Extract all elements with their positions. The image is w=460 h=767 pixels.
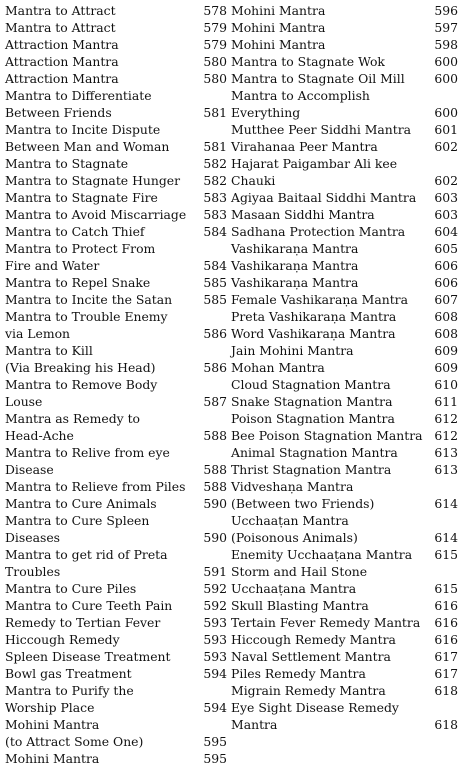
entry-page-number: 600 bbox=[434, 105, 458, 120]
entry-page-number: 608 bbox=[434, 326, 458, 341]
entry-page-number: 580 bbox=[203, 54, 228, 69]
entry-title: Storm and Hail Stone Ucchaaṭana Mantra bbox=[231, 564, 368, 596]
entry-page-number: 609 bbox=[434, 343, 458, 358]
entry-title: Thrist Stagnation Mantra bbox=[231, 462, 392, 477]
entry-title: Mantra to Stagnate Oil Mill bbox=[231, 71, 405, 86]
entry-page-number: 586 bbox=[203, 360, 228, 375]
index-entry bbox=[231, 53, 458, 70]
entry-page-number: 585 bbox=[203, 275, 228, 290]
entry-title: Mantra to Cure Spleen Diseases bbox=[5, 513, 150, 545]
index-entry bbox=[5, 648, 227, 665]
index-entry bbox=[231, 376, 458, 393]
index-entry bbox=[231, 121, 458, 138]
index-entry bbox=[231, 461, 458, 478]
entry-title: Mantra to Stagnate Fire bbox=[5, 190, 158, 205]
index-entry bbox=[5, 512, 227, 546]
entry-title: Mantra to Incite Dispute Between Man and Woman bbox=[5, 122, 170, 154]
entry-title: Mohini Mantra bbox=[231, 37, 326, 52]
entry-page-number: 592 bbox=[203, 581, 228, 596]
entry-title: Cloud Stagnation Mantra bbox=[231, 377, 391, 392]
entry-page-number: 585 bbox=[203, 292, 228, 307]
entry-page-number: 593 bbox=[203, 615, 228, 630]
entry-page-number: 588 bbox=[203, 479, 228, 494]
index-entry bbox=[5, 665, 227, 682]
index-entry bbox=[5, 716, 227, 750]
entry-page-number: 597 bbox=[434, 20, 458, 35]
index-entry bbox=[5, 2, 227, 19]
entry-title: Agiyaa Baitaal Siddhi Mantra bbox=[231, 190, 417, 205]
entry-title: Vashikaraṇa Mantra bbox=[231, 258, 359, 273]
index-entry bbox=[5, 274, 227, 291]
entry-page-number: 609 bbox=[434, 360, 458, 375]
index-entry bbox=[5, 750, 227, 767]
entry-title: Ucchaaṭan Mantra (Poisonous Animals) bbox=[231, 513, 358, 545]
entry-page-number: 583 bbox=[203, 190, 228, 205]
index-entry bbox=[231, 342, 458, 359]
entry-page-number: 614 bbox=[434, 530, 458, 545]
index-entry bbox=[5, 189, 227, 206]
entry-title: Hajarat Paigambar Ali kee Chauki bbox=[231, 156, 398, 188]
entry-title: Naval Settlement Mantra bbox=[231, 649, 391, 664]
entry-title: Virahanaa Peer Mantra bbox=[231, 139, 378, 154]
entry-title: Mantra to Stagnate bbox=[5, 156, 129, 171]
index-left-column bbox=[0, 2, 228, 766]
index-entry bbox=[231, 563, 458, 597]
entry-page-number: 582 bbox=[203, 156, 228, 171]
entry-title: Poison Stagnation Mantra bbox=[231, 411, 395, 426]
entry-page-number: 594 bbox=[203, 666, 228, 681]
index-entry bbox=[5, 308, 227, 342]
entry-title: Mantra to Accomplish Everything bbox=[231, 88, 370, 120]
index-entry bbox=[5, 19, 227, 36]
entry-title: Mantra to Avoid Miscarriage bbox=[5, 207, 187, 222]
entry-title: Mantra to Remove Body Louse bbox=[5, 377, 158, 409]
entry-title: Eye Sight Disease Remedy Mantra bbox=[231, 700, 399, 732]
entry-page-number: 613 bbox=[434, 445, 458, 460]
entry-title: Vashikaraṇa Mantra bbox=[231, 275, 359, 290]
entry-title: Mantra to Attract bbox=[5, 20, 116, 35]
entry-title: Mantra to Cure Piles bbox=[5, 581, 137, 596]
index-right-column bbox=[231, 2, 458, 747]
entry-title: Mohini Mantra (to Attract Some One) bbox=[5, 717, 144, 749]
entry-page-number: 605 bbox=[434, 241, 458, 256]
index-entry bbox=[231, 512, 458, 546]
entry-page-number: 592 bbox=[203, 598, 228, 613]
entry-page-number: 584 bbox=[203, 258, 228, 273]
entry-title: Mantra to Cure Teeth Pain bbox=[5, 598, 173, 613]
index-entry bbox=[231, 478, 458, 512]
entry-page-number: 603 bbox=[434, 190, 458, 205]
index-entry bbox=[231, 291, 458, 308]
entry-page-number: 586 bbox=[203, 326, 228, 341]
entry-page-number: 588 bbox=[203, 462, 228, 477]
entry-page-number: 581 bbox=[203, 105, 228, 120]
entry-page-number: 617 bbox=[434, 649, 458, 664]
index-entry bbox=[231, 2, 458, 19]
entry-title: Enemity Ucchaaṭana Mantra bbox=[231, 547, 413, 562]
entry-page-number: 616 bbox=[434, 632, 458, 647]
index-entry bbox=[231, 631, 458, 648]
entry-title: Mohini Mantra bbox=[5, 751, 100, 766]
index-entry bbox=[5, 376, 227, 410]
entry-page-number: 593 bbox=[203, 649, 228, 664]
entry-page-number: 579 bbox=[203, 37, 228, 52]
index-entry bbox=[5, 291, 227, 308]
index-entry bbox=[231, 70, 458, 87]
entry-page-number: 602 bbox=[434, 139, 458, 154]
entry-page-number: 614 bbox=[434, 496, 458, 511]
entry-page-number: 618 bbox=[434, 717, 458, 732]
index-entry bbox=[231, 359, 458, 376]
index-entry bbox=[231, 87, 458, 121]
index-entry bbox=[5, 478, 227, 495]
index-entry bbox=[231, 444, 458, 461]
entry-title: Animal Stagnation Mantra bbox=[231, 445, 398, 460]
index-entry bbox=[5, 546, 227, 580]
entry-page-number: 607 bbox=[434, 292, 458, 307]
entry-page-number: 595 bbox=[203, 751, 228, 766]
entry-title: Spleen Disease Treatment bbox=[5, 649, 171, 664]
index-entry bbox=[231, 393, 458, 410]
entry-title: Skull Blasting Mantra bbox=[231, 598, 369, 613]
index-entry bbox=[5, 580, 227, 597]
entry-page-number: 604 bbox=[434, 224, 458, 239]
entry-title: Mantra to Kill (Via Breaking his Head) bbox=[5, 343, 156, 375]
entry-page-number: 612 bbox=[434, 411, 458, 426]
entry-page-number: 615 bbox=[434, 547, 458, 562]
entry-page-number: 579 bbox=[203, 20, 228, 35]
entry-page-number: 606 bbox=[434, 275, 458, 290]
entry-page-number: 610 bbox=[434, 377, 458, 392]
index-entry bbox=[231, 274, 458, 291]
entry-title: Tertain Fever Remedy Mantra bbox=[231, 615, 421, 630]
entry-page-number: 600 bbox=[434, 54, 458, 69]
index-entry bbox=[5, 121, 227, 155]
entry-title: Bowl gas Treatment bbox=[5, 666, 132, 681]
entry-page-number: 588 bbox=[203, 428, 228, 443]
entry-page-number: 590 bbox=[203, 530, 228, 545]
entry-title: Vashikaraṇa Mantra bbox=[231, 241, 359, 256]
entry-title: Female Vashikaraṇa Mantra bbox=[231, 292, 408, 307]
index-entry bbox=[5, 444, 227, 478]
index-entry bbox=[5, 223, 227, 240]
entry-page-number: 591 bbox=[203, 564, 228, 579]
index-entry bbox=[5, 36, 227, 53]
entry-title: Mantra to Cure Animals bbox=[5, 496, 157, 511]
index-entry bbox=[5, 631, 227, 648]
entry-title: Mantra to Differentiate Between Friends bbox=[5, 88, 152, 120]
entry-title: Piles Remedy Mantra bbox=[231, 666, 366, 681]
entry-page-number: 606 bbox=[434, 258, 458, 273]
entry-title: Mantra as Remedy to Head-Ache bbox=[5, 411, 141, 443]
entry-page-number: 616 bbox=[434, 615, 458, 630]
entry-page-number: 602 bbox=[434, 173, 458, 188]
entry-page-number: 593 bbox=[203, 632, 228, 647]
index-entry bbox=[231, 155, 458, 189]
entry-title: Mantra to Repel Snake bbox=[5, 275, 151, 290]
entry-title: Remedy to Tertian Fever bbox=[5, 615, 161, 630]
entry-title: Mohan Mantra bbox=[231, 360, 325, 375]
entry-title: Masaan Siddhi Mantra bbox=[231, 207, 375, 222]
entry-title: Mantra to Attract bbox=[5, 3, 116, 18]
index-entry bbox=[5, 53, 227, 70]
index-entry bbox=[231, 648, 458, 665]
index-entry bbox=[231, 410, 458, 427]
entry-title: Mutthee Peer Siddhi Mantra bbox=[231, 122, 412, 137]
index-entry bbox=[231, 36, 458, 53]
index-entry bbox=[231, 699, 458, 733]
entry-title: Word Vashikaraṇa Mantra bbox=[231, 326, 396, 341]
entry-page-number: 613 bbox=[434, 462, 458, 477]
entry-title: Bee Poison Stagnation Mantra bbox=[231, 428, 423, 443]
entry-title: Attraction Mantra bbox=[5, 37, 119, 52]
entry-page-number: 578 bbox=[203, 3, 228, 18]
entry-page-number: 594 bbox=[203, 700, 228, 715]
entry-page-number: 617 bbox=[434, 666, 458, 681]
entry-title: Mantra to Catch Thief bbox=[5, 224, 145, 239]
entry-title: Mantra to Incite the Satan bbox=[5, 292, 173, 307]
index-entry bbox=[231, 257, 458, 274]
entry-title: Hiccough Remedy Mantra bbox=[231, 632, 396, 647]
index-entry bbox=[231, 138, 458, 155]
entry-title: Snake Stagnation Mantra bbox=[231, 394, 393, 409]
entry-page-number: 611 bbox=[434, 394, 458, 409]
index-entry bbox=[231, 427, 458, 444]
index-entry bbox=[231, 206, 458, 223]
index-entry bbox=[231, 597, 458, 614]
entry-page-number: 587 bbox=[203, 394, 228, 409]
index-entry bbox=[5, 682, 227, 716]
entry-page-number: 618 bbox=[434, 683, 458, 698]
index-entry bbox=[5, 614, 227, 631]
index-entry bbox=[231, 325, 458, 342]
entry-page-number: 596 bbox=[434, 3, 458, 18]
index-entry bbox=[231, 665, 458, 682]
entry-title: Mohini Mantra bbox=[231, 20, 326, 35]
entry-page-number: 595 bbox=[203, 734, 228, 749]
index-entry bbox=[231, 308, 458, 325]
entry-page-number: 582 bbox=[203, 173, 228, 188]
entry-page-number: 612 bbox=[434, 428, 458, 443]
entry-title: Mohini Mantra bbox=[231, 3, 326, 18]
entry-title: Mantra to Stagnate Wok bbox=[231, 54, 385, 69]
entry-page-number: 603 bbox=[434, 207, 458, 222]
entry-title: Hiccough Remedy bbox=[5, 632, 120, 647]
entry-title: Vidveshaṇa Mantra (Between two Friends) bbox=[231, 479, 375, 511]
entry-page-number: 584 bbox=[203, 224, 228, 239]
entry-page-number: 581 bbox=[203, 139, 228, 154]
index-entry bbox=[231, 189, 458, 206]
entry-page-number: 590 bbox=[203, 496, 228, 511]
index-entry bbox=[5, 87, 227, 121]
index-entry bbox=[5, 206, 227, 223]
entry-title: Mantra to Relive from eye Disease bbox=[5, 445, 170, 477]
entry-title: Attraction Mantra bbox=[5, 54, 119, 69]
index-entry bbox=[231, 223, 458, 240]
entry-title: Migrain Remedy Mantra bbox=[231, 683, 386, 698]
index-entry bbox=[231, 614, 458, 631]
entry-page-number: 615 bbox=[434, 581, 458, 596]
entry-title: Mantra to Relieve from Piles bbox=[5, 479, 186, 494]
index-entry bbox=[5, 597, 227, 614]
index-entry bbox=[5, 155, 227, 172]
entry-title: Mantra to Trouble Enemy via Lemon bbox=[5, 309, 168, 341]
entry-title: Mantra to Protect From Fire and Water bbox=[5, 241, 156, 273]
index-entry bbox=[5, 172, 227, 189]
index-entry bbox=[5, 240, 227, 274]
entry-page-number: 583 bbox=[203, 207, 228, 222]
entry-title: Sadhana Protection Mantra bbox=[231, 224, 406, 239]
index-entry bbox=[231, 682, 458, 699]
index-entry bbox=[5, 342, 227, 376]
index-entry bbox=[231, 240, 458, 257]
entry-title: Mantra to Purify the Worship Place bbox=[5, 683, 134, 715]
entry-page-number: 601 bbox=[434, 122, 458, 137]
entry-page-number: 616 bbox=[434, 598, 458, 613]
entry-page-number: 608 bbox=[434, 309, 458, 324]
entry-title: Preta Vashikaraṇa Mantra bbox=[231, 309, 397, 324]
index-entry bbox=[5, 70, 227, 87]
index-entry bbox=[5, 410, 227, 444]
entry-title: Attraction Mantra bbox=[5, 71, 119, 86]
entry-page-number: 580 bbox=[203, 71, 228, 86]
entry-title: Mantra to get rid of Preta Troubles bbox=[5, 547, 168, 579]
index-entry bbox=[231, 19, 458, 36]
entry-page-number: 598 bbox=[434, 37, 458, 52]
index-entry bbox=[5, 495, 227, 512]
entry-title: Mantra to Stagnate Hunger bbox=[5, 173, 181, 188]
entry-title: Jain Mohini Mantra bbox=[231, 343, 354, 358]
entry-page-number: 600 bbox=[434, 71, 458, 86]
index-entry bbox=[231, 546, 458, 563]
